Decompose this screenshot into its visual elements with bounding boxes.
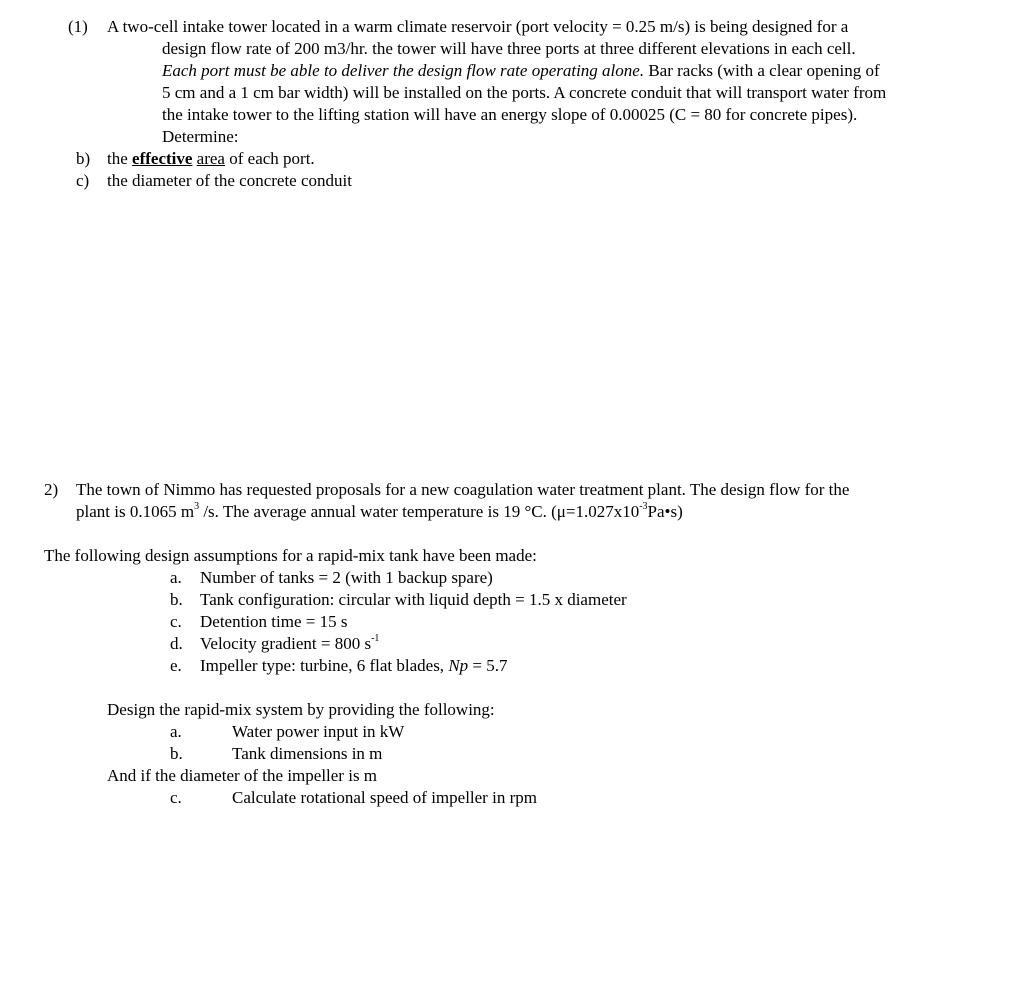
design-b-label: b. xyxy=(170,744,183,763)
question-1-determine: Determine: xyxy=(162,127,239,146)
assumption-c-label: c. xyxy=(170,612,182,631)
part-c-label: c) xyxy=(76,171,90,190)
part-b-post: of each port. xyxy=(224,149,315,168)
part-b-label: b) xyxy=(76,149,91,168)
impeller-type-text: Impeller type: turbine, 6 flat blades, xyxy=(200,656,449,675)
question-2-line-2 xyxy=(76,501,683,523)
italic-instruction: Each port must be able to deliver the design flow rate operating alone. xyxy=(162,61,645,80)
viscosity-unit: Pa•s) xyxy=(647,502,683,521)
assumption-d-text xyxy=(200,633,379,655)
question-1-line-1: A two-cell intake tower located in a warm climate reservoir (port velocity = 0.25 m/s) is being designed for a xyxy=(107,17,849,36)
velocity-gradient-text: Velocity gradient = 800 s xyxy=(200,634,372,653)
power-number-symbol: Np xyxy=(448,656,469,675)
assumption-e-text xyxy=(200,655,508,677)
power-number-value: = 5.7 xyxy=(468,656,508,675)
design-a-text: Water power input in kW xyxy=(232,722,405,741)
assumption-e-label: e. xyxy=(170,656,182,675)
assumption-b-label: b. xyxy=(170,590,183,609)
impeller-diameter-line: And if the diameter of the impeller is m xyxy=(107,766,378,785)
part-b-area: area xyxy=(196,149,225,168)
assumption-c-text: Detention time = 15 s xyxy=(200,612,348,631)
inverse-seconds-superscript: -1 xyxy=(371,633,380,645)
part-c-text: the diameter of the concrete conduit xyxy=(107,171,352,190)
question-2-line-1: The town of Nimmo has requested proposals for a new coagulation water treatment plant. The design flow for the xyxy=(76,480,850,499)
part-b-pre: the xyxy=(107,149,133,168)
design-a-label: a. xyxy=(170,722,182,741)
assumption-b-text: Tank configuration: circular with liquid depth = 1.5 x diameter xyxy=(200,590,627,609)
assumption-a-label: a. xyxy=(170,568,182,587)
question-1-line-4: 5 cm and a 1 cm bar width) will be installed on the ports. A concrete conduit that will transport water from xyxy=(162,83,887,102)
flow-text: plant is 0.1065 m xyxy=(76,502,195,521)
question-2-number: 2) xyxy=(44,480,59,499)
part-b-effective: effective xyxy=(132,149,193,168)
assumption-d-label: d. xyxy=(170,634,183,653)
question-1-line-2: design flow rate of 200 m3/hr. the tower will have three ports at three different elevations in each cell. xyxy=(162,39,856,58)
question-1-line-3-rest: Bar racks (with a clear opening of xyxy=(644,61,880,80)
design-c-text: Calculate rotational speed of impeller in rpm xyxy=(232,788,537,807)
temperature-text: /s. The average annual water temperature is 19 °C. (μ=1.027x10 xyxy=(199,502,640,521)
design-c-label: c. xyxy=(170,788,182,807)
question-1-line-3 xyxy=(162,60,880,82)
assumptions-intro: The following design assumptions for a rapid-mix tank have been made: xyxy=(44,546,537,565)
design-intro: Design the rapid-mix system by providing the following: xyxy=(107,700,495,719)
cubed-superscript: 3 xyxy=(194,501,200,513)
question-1-line-5: the intake tower to the lifting station will have an energy slope of 0.00025 (C = 80 for concrete pipes). xyxy=(162,105,858,124)
part-b-text xyxy=(107,148,315,170)
question-1-number: (1) xyxy=(68,17,88,36)
assumption-a-text: Number of tanks = 2 (with 1 backup spare) xyxy=(200,568,493,587)
exponent-superscript: -3 xyxy=(639,501,648,513)
design-b-text: Tank dimensions in m xyxy=(232,744,383,763)
